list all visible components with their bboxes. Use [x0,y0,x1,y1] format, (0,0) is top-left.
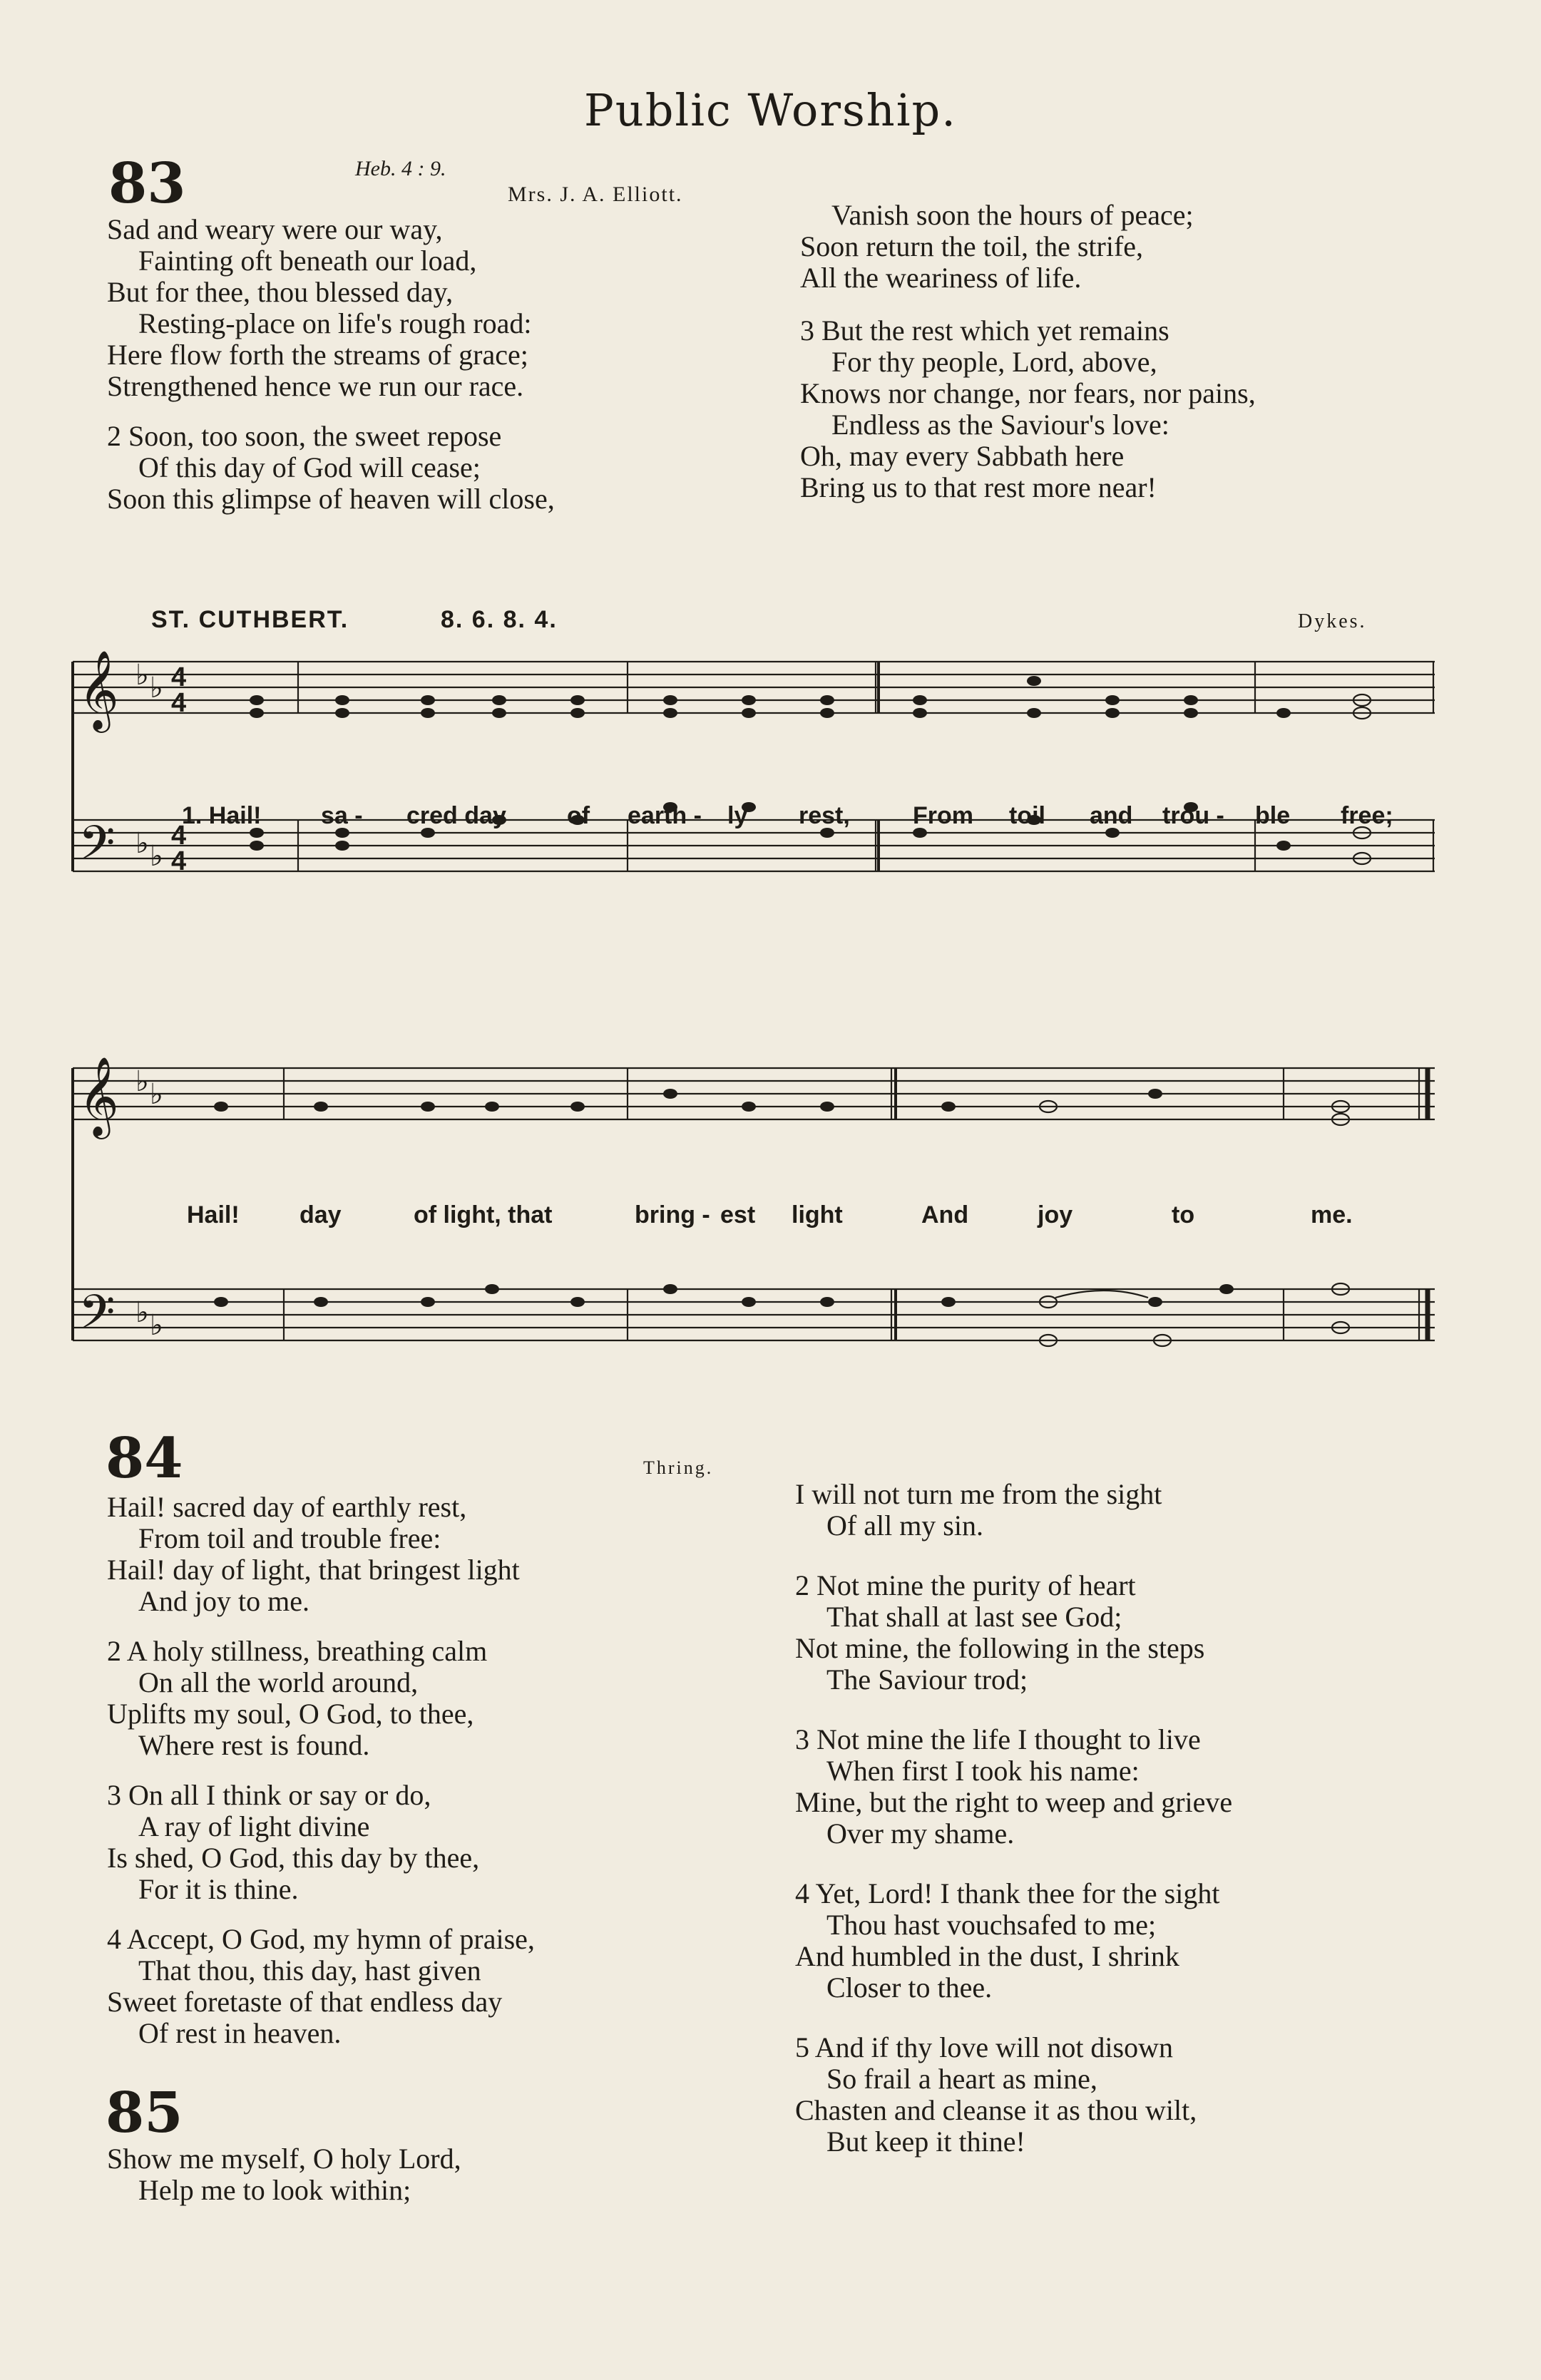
hymn85-left-column [107,2143,461,2225]
lyric-syllable: ly [727,802,748,829]
verse-line: Fainting oft beneath our load, [138,245,477,277]
svg-text:𝄢: 𝄢 [78,816,116,882]
verse-line: 4 Yet, Lord! I thank thee for the sight [795,1877,1220,1909]
lyric-syllable: day [300,1201,342,1229]
verse-line: A ray of light divine [138,1810,370,1842]
verse-line: 3 On all I think or say or do, [107,1779,431,1811]
stanza [107,1492,535,1617]
verse-line: Not mine, the following in the steps [795,1632,1205,1664]
stanza [795,1479,1232,1542]
verse-line: I will not turn me from the sight [795,1478,1162,1510]
page-header: Public Worship. [584,84,957,136]
verse-line: 5 And if thy love will not disown [795,2031,1173,2063]
lyric-syllable: to [1172,1201,1195,1229]
stanza [795,2032,1232,2158]
verse-line: Resting-place on life's rough road: [138,307,532,339]
lyric-syllable: joy [1038,1201,1073,1229]
hymn84-column [107,1492,535,2068]
verse-line: 2 A holy stillness, breathing calm [107,1635,488,1667]
music-system-2 [71,1048,1440,1376]
verse-line: And humbled in the dust, I shrink [795,1940,1179,1972]
verse-line: Over my shame. [826,1817,1015,1850]
verse-line: 2 Soon, too soon, the sweet repose [107,420,502,452]
tune-composer: Dykes. [1298,610,1367,632]
verse-line: Of this day of God will cease; [138,451,481,483]
verse-line: From toil and trouble free: [138,1522,441,1554]
stanza [107,421,555,515]
lyric-syllable: rest, [799,802,850,829]
scripture-reference: Heb. 4 : 9. [355,157,446,180]
verse-line: Strengthened hence we run our race. [107,370,524,402]
lyric-syllable: bring - [635,1201,710,1229]
stanza [795,1724,1232,1850]
verse-line: On all the world around, [138,1666,419,1698]
verse-line: All the weariness of life. [800,262,1082,294]
hymn-number-84: 84 [106,1426,183,1491]
verse-line: 2 Not mine the purity of heart [795,1569,1136,1601]
svg-text:♭: ♭ [150,1078,163,1111]
verse-line: For it is thine. [138,1873,299,1905]
lyric-syllable: cred day [406,802,506,829]
verse-line: Hail! day of light, that bringest light [107,1554,520,1586]
stanza [800,200,1256,294]
lyric-syllable: From [913,802,973,829]
verse-line: Mine, but the right to weep and grieve [795,1786,1233,1818]
verse-line: Vanish soon the hours of peace; [831,199,1194,231]
lyric-syllable: 1. Hail! [182,802,262,829]
verse-line: Sweet foretaste of that endless day [107,1986,503,2018]
tune-name: ST. CUTHBERT. [151,606,349,633]
svg-text:♭: ♭ [135,1065,149,1098]
lyric-syllable: est [720,1201,756,1229]
stanza [107,1924,535,2049]
verse-line: Help me to look within; [138,2174,411,2206]
stanza [800,315,1256,503]
stanza [107,1636,535,1761]
verse-line: Bring us to that rest more near! [800,471,1157,503]
svg-text:𝄞: 𝄞 [78,650,119,729]
verse-line: Soon return the toil, the strife, [800,230,1144,262]
verse-line: For thy people, Lord, above, [831,346,1157,378]
lyric-syllable: sa - [321,802,363,829]
verse-line: And joy to me. [138,1585,309,1617]
verse-line: 3 But the rest which yet remains [800,314,1169,347]
stanza [107,2143,461,2206]
lyric-syllable: and [1090,802,1133,829]
svg-text:♭: ♭ [150,672,163,704]
verse-line: Show me myself, O holy Lord, [107,2143,461,2175]
verse-line: The Saviour trod; [826,1663,1028,1696]
svg-text:4: 4 [171,662,187,692]
svg-text:♭: ♭ [135,659,149,692]
lyric-syllable: free; [1341,802,1393,829]
lyric-syllable: of light, that [414,1201,553,1229]
lyric-syllable: trou - [1162,802,1224,829]
verse-line: That thou, this day, hast given [138,1954,481,1986]
stanza [795,1570,1232,1696]
tune-meter: 8. 6. 8. 4. [441,606,558,633]
svg-text:4: 4 [171,846,187,876]
verse-line: Is shed, O God, this day by thee, [107,1842,480,1874]
lyric-syllable: of [567,802,590,829]
verse-line: Of all my sin. [826,1509,983,1542]
svg-text:♭: ♭ [135,827,149,860]
hymn-number-83: 83 [108,151,186,216]
verse-line: Where rest is found. [138,1729,370,1761]
verse-line: Here flow forth the streams of grace; [107,339,528,371]
verse-line: Oh, may every Sabbath here [800,440,1125,472]
svg-text:♭: ♭ [135,1296,149,1329]
svg-text:𝄢: 𝄢 [78,1285,116,1351]
lyric-syllable: me. [1311,1201,1353,1229]
lyric-syllable: earth - [628,802,702,829]
verse-line: Hail! sacred day of earthly rest, [107,1491,467,1523]
stanza [795,1878,1232,2004]
verse-line: But keep it thine! [826,2125,1025,2158]
svg-text:𝄞: 𝄞 [78,1056,119,1136]
lyric-syllable: ble [1255,802,1291,829]
stanza [107,1780,535,1905]
verse-line: Thou hast vouchsafed to me; [826,1909,1157,1941]
verse-line: Of rest in heaven. [138,2017,342,2049]
lyric-syllable: And [921,1201,969,1229]
verse-line: Sad and weary were our way, [107,213,443,245]
verse-line: Uplifts my soul, O God, to thee, [107,1698,474,1730]
svg-text:4: 4 [171,688,187,718]
svg-text:4: 4 [171,821,187,851]
music-system-1 [71,642,1440,970]
lyric-syllable: light [792,1201,843,1229]
verse-line: But for thee, thou blessed day, [107,276,454,308]
hymn83-left-column [107,214,555,533]
stanza [107,214,555,402]
verse-line: That shall at last see God; [826,1601,1122,1633]
hymn83-right-column [800,200,1256,522]
verse-line: Soon this glimpse of heaven will close, [107,483,555,515]
svg-text:♭: ♭ [150,840,163,873]
verse-line: Endless as the Saviour's love: [831,409,1169,441]
hymn-number-85: 85 [106,2081,183,2145]
verse-line: When first I took his name: [826,1755,1140,1787]
verse-line: Knows nor change, nor fears, nor pains, [800,377,1256,409]
hymn-author-83: Mrs. J. A. Elliott. [508,183,683,206]
hymn-author-84: Thring. [643,1457,714,1478]
verse-line: 3 Not mine the life I thought to live [795,1723,1201,1755]
verse-line: Closer to thee. [826,1971,993,2004]
verse-line: So frail a heart as mine, [826,2063,1097,2095]
verse-line: Chasten and cleanse it as thou wilt, [795,2094,1197,2126]
lyric-syllable: Hail! [187,1201,240,1229]
hymn85-right-column [795,1479,1232,2176]
svg-text:♭: ♭ [150,1309,163,1342]
verse-line: 4 Accept, O God, my hymn of praise, [107,1923,535,1955]
lyric-syllable: toil [1009,802,1045,829]
